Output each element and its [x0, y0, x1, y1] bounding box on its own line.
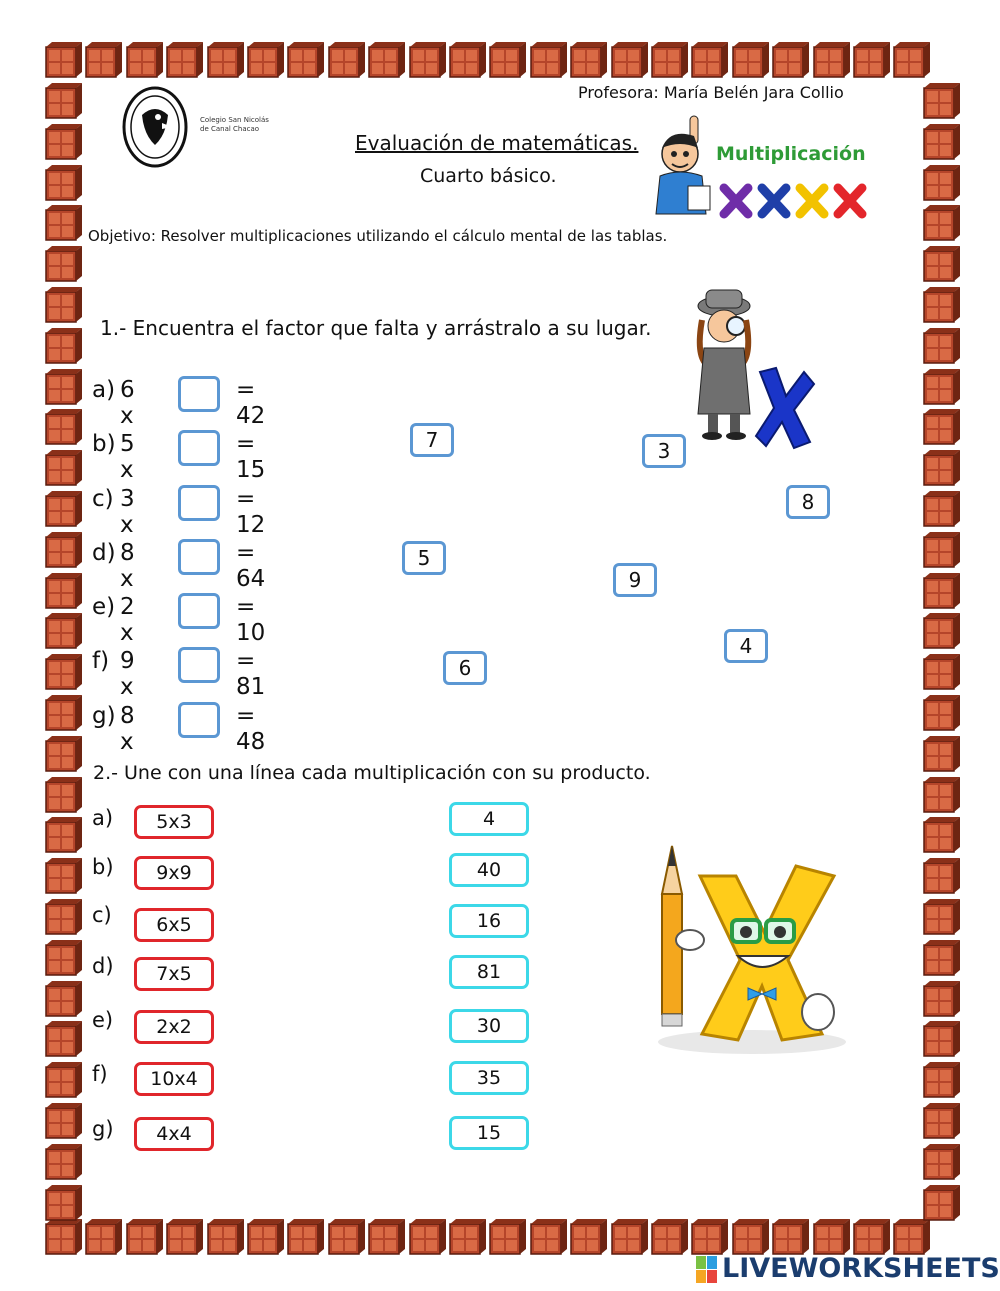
match-label: b)	[92, 855, 114, 879]
objective-text: Objetivo: Resolver multiplicaciones utilizando el cálculo mental de las tablas.	[88, 227, 668, 245]
answer-drop-slot[interactable]	[178, 593, 220, 629]
detective-girl-icon	[688, 284, 760, 442]
eagle-seal-icon	[122, 85, 188, 169]
page-title: Evaluación de matemáticas.	[355, 131, 639, 155]
equation-factor: 3 x	[120, 486, 135, 538]
liveworksheets-logo-icon	[696, 1256, 718, 1284]
match-label: c)	[92, 903, 112, 927]
question-1-prompt: 1.- Encuentra el factor que falta y arrástralo a su lugar.	[100, 316, 652, 340]
product-box[interactable]: 35	[449, 1061, 529, 1095]
multiplication-box[interactable]: 2x2	[134, 1010, 214, 1044]
equation-result: = 15	[236, 431, 266, 483]
multiplication-box[interactable]: 9x9	[134, 856, 214, 890]
draggable-number-tile[interactable]: 9	[613, 563, 657, 597]
multiplication-box[interactable]: 7x5	[134, 957, 214, 991]
boy-waving-icon	[650, 114, 716, 218]
product-box[interactable]: 15	[449, 1116, 529, 1150]
equation-result: = 48	[236, 703, 266, 755]
match-label: e)	[92, 1008, 114, 1032]
match-label: f)	[92, 1062, 108, 1086]
answer-drop-slot[interactable]	[178, 485, 220, 521]
equation-label: c)	[92, 486, 114, 512]
draggable-number-tile[interactable]: 8	[786, 485, 830, 519]
multiplication-box[interactable]: 5x3	[134, 805, 214, 839]
product-box[interactable]: 4	[449, 802, 529, 836]
equation-result: = 42	[236, 377, 266, 429]
multiplication-signs-icon	[718, 182, 872, 222]
product-box[interactable]: 30	[449, 1009, 529, 1043]
answer-drop-slot[interactable]	[178, 430, 220, 466]
equation-label: a)	[92, 377, 116, 403]
match-label: d)	[92, 954, 114, 978]
school-name: Colegio San Nicolás de Canal Chacao	[200, 116, 269, 133]
equation-label: g)	[92, 703, 116, 729]
equation-result: = 81	[236, 648, 266, 700]
equation-factor: 2 x	[120, 594, 135, 646]
match-label: a)	[92, 806, 114, 830]
blue-x-icon	[752, 366, 818, 450]
draggable-number-tile[interactable]: 7	[410, 423, 454, 457]
pencil-x-mascot-icon	[640, 836, 852, 1058]
equation-label: e)	[92, 594, 116, 620]
equation-factor: 8 x	[120, 540, 135, 592]
equation-factor: 5 x	[120, 431, 135, 483]
equation-factor: 8 x	[120, 703, 135, 755]
answer-drop-slot[interactable]	[178, 539, 220, 575]
page-subtitle: Cuarto básico.	[420, 165, 557, 187]
draggable-number-tile[interactable]: 5	[402, 541, 446, 575]
draggable-number-tile[interactable]: 3	[642, 434, 686, 468]
question-2-prompt: 2.- Une con una línea cada multiplicación con su producto.	[93, 762, 651, 784]
multiplication-box[interactable]: 6x5	[134, 908, 214, 942]
equation-result: = 12	[236, 486, 266, 538]
equation-factor: 9 x	[120, 648, 135, 700]
draggable-number-tile[interactable]: 6	[443, 651, 487, 685]
teacher-name: Profesora: María Belén Jara Collio	[578, 83, 844, 102]
equation-label: f)	[92, 648, 110, 674]
product-box[interactable]: 40	[449, 853, 529, 887]
multiplication-box[interactable]: 10x4	[134, 1062, 214, 1096]
answer-drop-slot[interactable]	[178, 647, 220, 683]
multiplication-logo-text: Multiplicación	[716, 143, 866, 165]
product-box[interactable]: 81	[449, 955, 529, 989]
answer-drop-slot[interactable]	[178, 376, 220, 412]
draggable-number-tile[interactable]: 4	[724, 629, 768, 663]
equation-label: b)	[92, 431, 116, 457]
answer-drop-slot[interactable]	[178, 702, 220, 738]
multiplication-box[interactable]: 4x4	[134, 1117, 214, 1151]
equation-result: = 10	[236, 594, 266, 646]
liveworksheets-brand: LIVEWORKSHEETS	[722, 1253, 1000, 1284]
equation-label: d)	[92, 540, 116, 566]
match-label: g)	[92, 1117, 114, 1141]
equation-factor: 6 x	[120, 377, 135, 429]
product-box[interactable]: 16	[449, 904, 529, 938]
equation-result: = 64	[236, 540, 266, 592]
